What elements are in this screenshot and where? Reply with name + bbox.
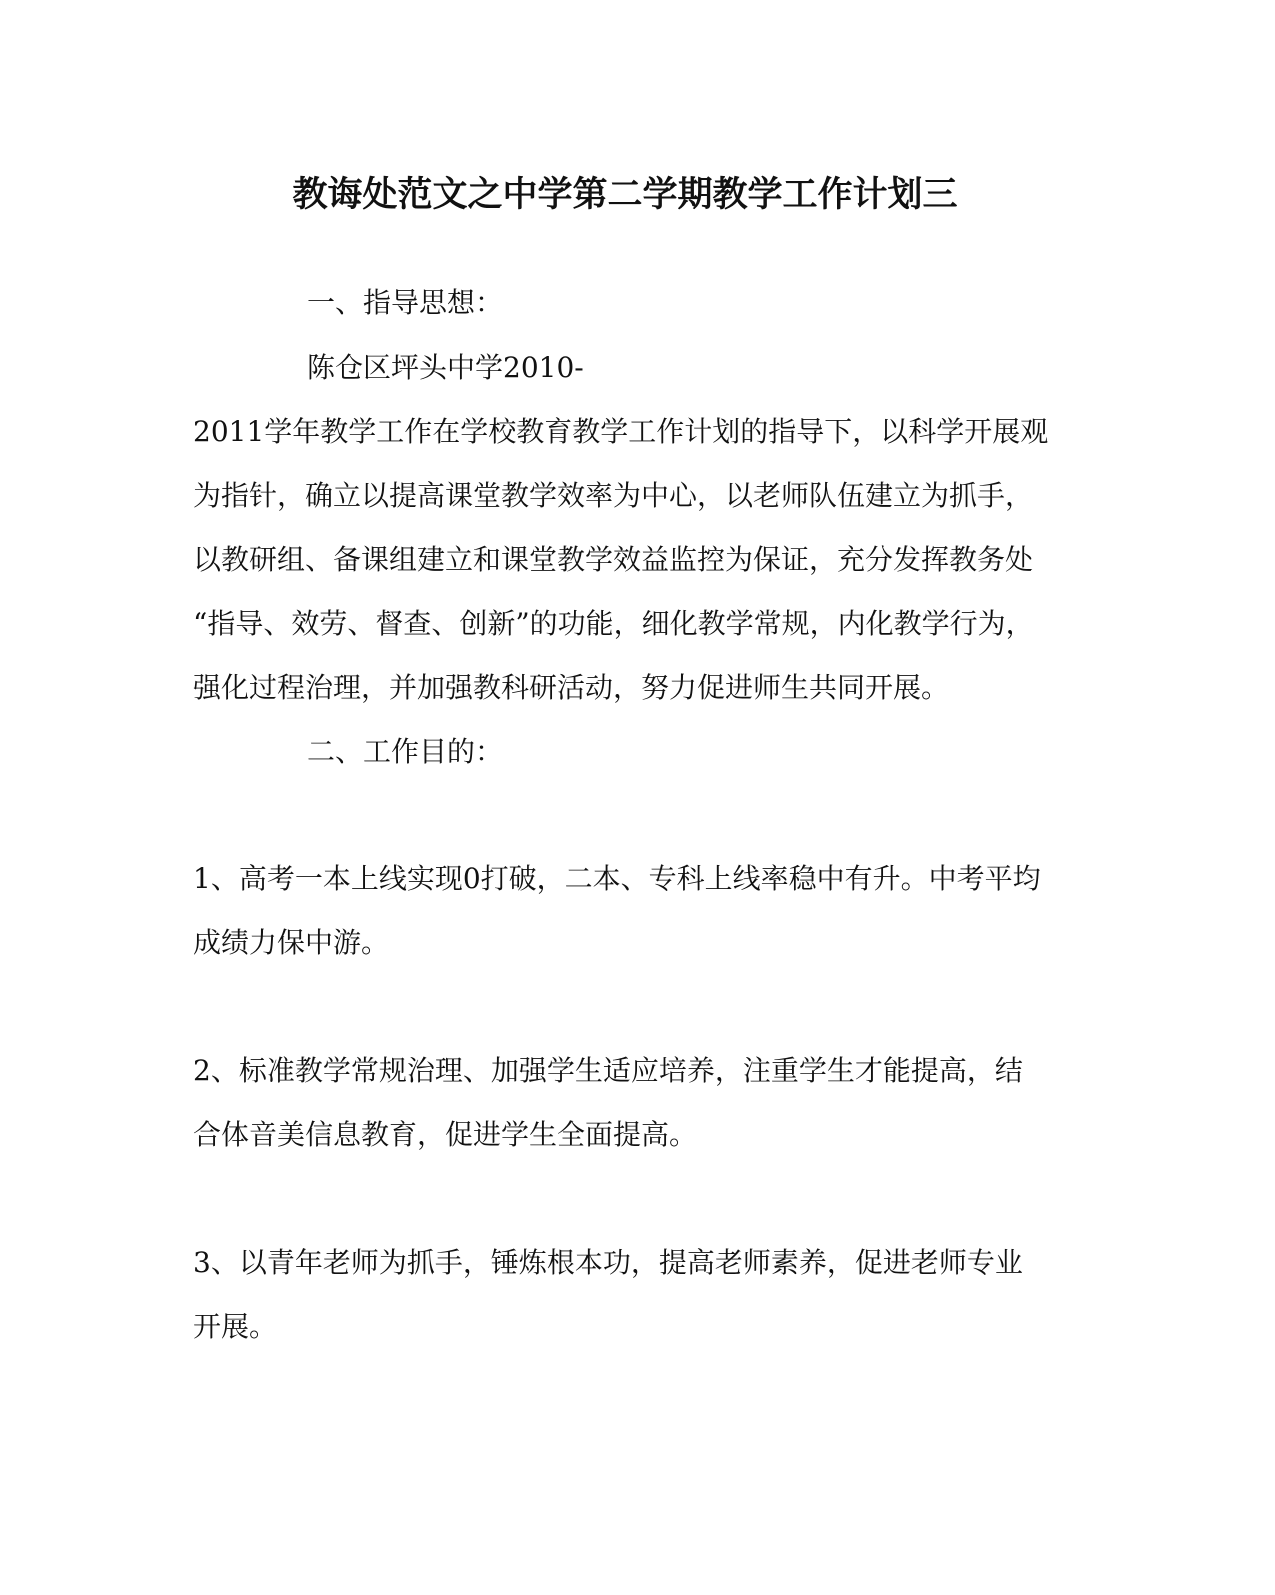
goal-item-3: 3、以青年老师为抓手，锤炼根本功，提高老师素养，促进老师专业 xyxy=(193,1246,1023,1279)
document-title: 教诲处范文之中学第二学期教学工作计划三 xyxy=(292,174,958,215)
section-heading-guiding-thought: 一、指导思想： xyxy=(307,286,504,319)
paragraph-line: 2011学年教学工作在学校教育教学工作计划的指导下，以科学开展观 xyxy=(193,415,1049,448)
paragraph-line: “指导、效劳、督查、创新”的功能，细化教学常规，内化教学行为， xyxy=(193,607,1034,640)
section-heading-work-goals: 二、工作目的： xyxy=(307,735,504,768)
goal-item-2: 2、标准教学常规治理、加强学生适应培养，注重学生才能提高，结 xyxy=(193,1054,1023,1087)
paragraph-line: 以教研组、备课组建立和课堂教学效益监控为保证，充分发挥教务处 xyxy=(193,543,1034,576)
goal-item-3-cont: 开展。 xyxy=(193,1310,278,1343)
goal-item-1: 1、高考一本上线实现0打破，二本、专科上线率稳中有升。中考平均 xyxy=(193,862,1041,895)
paragraph-line: 陈仓区坪头中学2010- xyxy=(307,351,584,384)
paragraph-line: 为指针，确立以提高课堂教学效率为中心，以老师队伍建立为抓手， xyxy=(193,479,1034,512)
goal-item-1-cont: 成绩力保中游。 xyxy=(193,926,390,959)
paragraph-line: 强化过程治理，并加强教科研活动，努力促进师生共同开展。 xyxy=(193,671,950,704)
goal-item-2-cont: 合体音美信息教育，促进学生全面提高。 xyxy=(193,1118,698,1151)
